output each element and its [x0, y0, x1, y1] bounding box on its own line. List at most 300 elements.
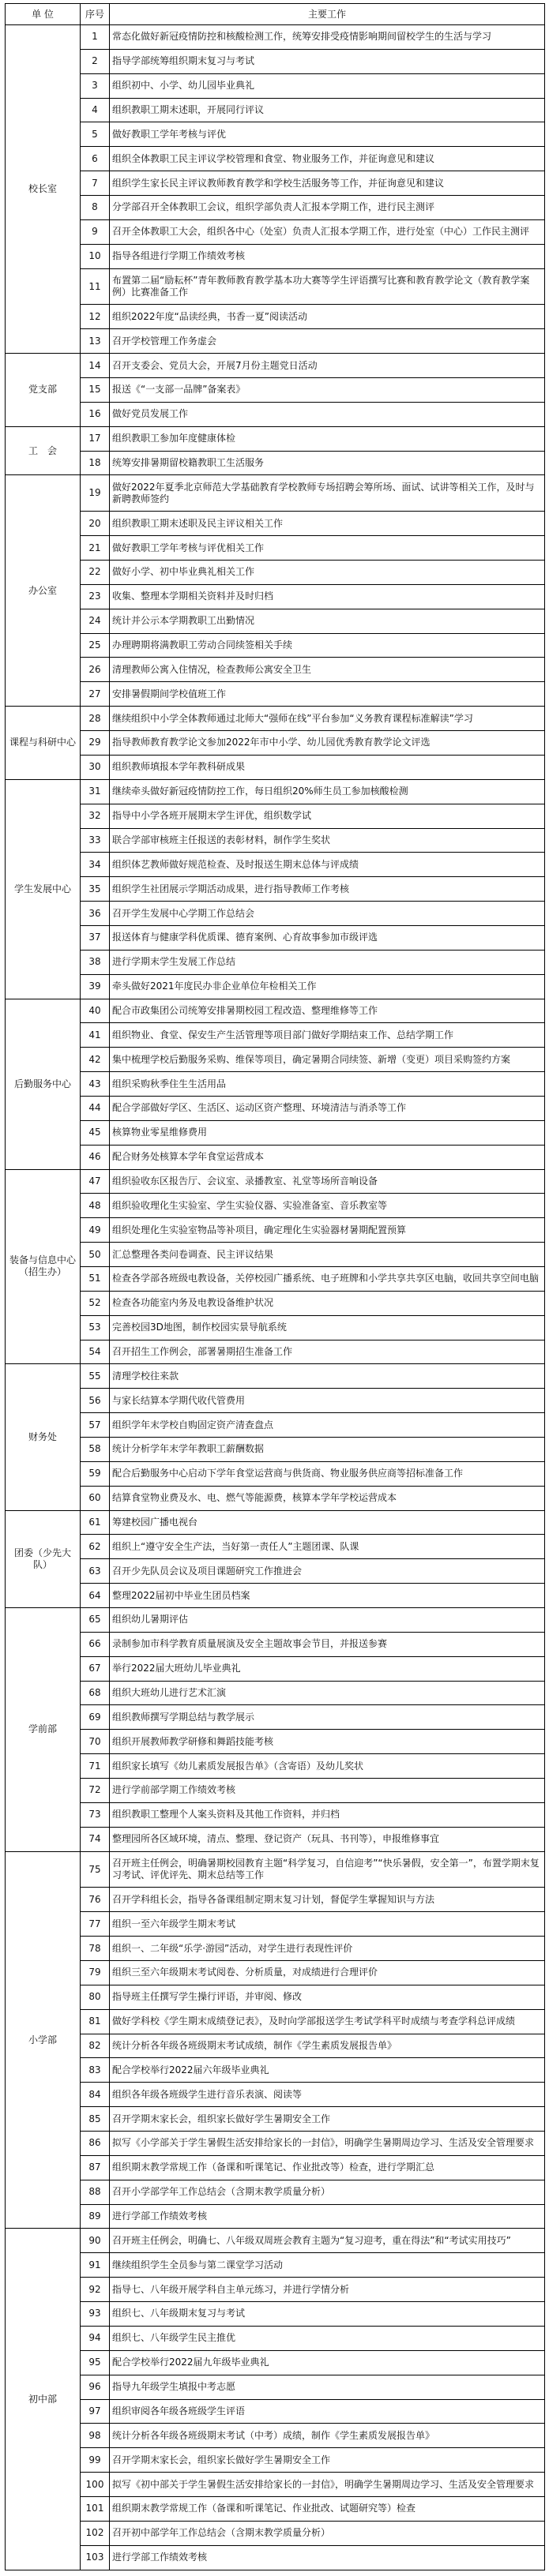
- task-text: 组织2022年度“品读经典，书香一夏”阅读活动: [110, 305, 545, 329]
- task-text: 组织幼儿暑期评估: [110, 1608, 545, 1633]
- row-number: 61: [81, 1510, 110, 1535]
- task-text: 组织教职工期末述职及民主评议相关工作: [110, 512, 545, 536]
- table-row: [6, 354, 545, 378]
- row-number: 22: [81, 561, 110, 585]
- dept-cell: 小学部: [6, 1851, 81, 2229]
- task-text: 完善校园3D地图，制作校园实景导航系统: [110, 1315, 545, 1340]
- row-number: 29: [81, 731, 110, 756]
- table-row: [6, 828, 545, 853]
- row-number: 49: [81, 1218, 110, 1243]
- table-row: [6, 2058, 545, 2083]
- table-row: [6, 999, 545, 1023]
- table-header-row: [6, 4, 545, 25]
- task-text: 进行学部工作绩效考核: [110, 2204, 545, 2229]
- task-text: 布置第二届“励耘杯”青年教师教育教学基本功大赛等学生评语撰写比赛和教育教学论文（教育教学案例）比赛准备工作: [110, 268, 545, 305]
- row-number: 51: [81, 1266, 110, 1291]
- table-row: [6, 1169, 545, 1194]
- table-row: [6, 1048, 545, 1072]
- dept-cell: 装备与信息中心（招生办）: [6, 1169, 81, 1364]
- row-number: 70: [81, 1730, 110, 1754]
- row-number: 87: [81, 2155, 110, 2180]
- table-row: [6, 1243, 545, 1267]
- table-row: [6, 451, 545, 475]
- table-row: [6, 2448, 545, 2473]
- table-row: [6, 2399, 545, 2424]
- task-text: 组织教职工整理个人案头资料及其他工作资料，并归档: [110, 1802, 545, 1827]
- row-number: 45: [81, 1120, 110, 1145]
- row-number: 98: [81, 2424, 110, 2448]
- table-row: [6, 2521, 545, 2545]
- table-row: [6, 2278, 545, 2302]
- task-text: 拟写《初中部关于学生暑假生活安排给家长的一封信》，明确学生暑期周边学习、生活及安全管理要求: [110, 2473, 545, 2497]
- row-number: 28: [81, 707, 110, 731]
- table-row: [6, 219, 545, 244]
- table-row: [6, 950, 545, 974]
- table-row: [6, 2155, 545, 2180]
- table-row: [6, 1802, 545, 1827]
- task-text: 核算物业零星维修费用: [110, 1120, 545, 1145]
- task-text: 指导九年级学生填报中考志愿: [110, 2375, 545, 2399]
- task-text: 做好教职工学年考核与评优: [110, 122, 545, 147]
- table-row: [6, 1437, 545, 1461]
- table-row: [6, 1827, 545, 1851]
- table-row: [6, 877, 545, 902]
- table-row: [6, 1120, 545, 1145]
- table-row: [6, 2009, 545, 2034]
- table-row: [6, 2496, 545, 2521]
- task-text: 组织一至六年级学生期末考试: [110, 1912, 545, 1937]
- row-number: 35: [81, 877, 110, 902]
- table-row: [6, 1266, 545, 1291]
- task-text: 集中梳理学校后勤服务采购、维保等项目，确定暑期合同续签、新增（变更）项目采购签约方案: [110, 1048, 545, 1072]
- task-text: 召开学科组长会，指导各备课组制定期末复习计划，督促学生掌握知识与方法: [110, 1888, 545, 1912]
- task-text: 做好党员发展工作: [110, 402, 545, 426]
- table-row: [6, 1535, 545, 1559]
- row-number: 48: [81, 1194, 110, 1218]
- row-number: 15: [81, 378, 110, 403]
- row-number: 83: [81, 2058, 110, 2083]
- task-text: 做好2022年夏季北京师范大学基础教育学校教师专场招聘会筹所场、面试、试讲等相关工作，及时与新聘教师签约: [110, 475, 545, 512]
- dept-cell: 学生发展中心: [6, 779, 81, 999]
- row-number: 38: [81, 950, 110, 974]
- task-text: 进行学期末学生发展工作总结: [110, 950, 545, 974]
- table-row: [6, 609, 545, 633]
- task-text: 指导学部统筹组织期末复习与考试: [110, 49, 545, 73]
- task-text: 清理教师公寓入住情况，检查教师公寓安全卫生: [110, 658, 545, 682]
- row-number: 66: [81, 1632, 110, 1656]
- task-text: 办理聘期将满教职工劳动合同续签相关手续: [110, 633, 545, 658]
- task-text: 召开全体教职工大会，组织各中心（处室）负责人汇报本学期工作，进行处室（中心）工作民主测评: [110, 219, 545, 244]
- row-number: 55: [81, 1364, 110, 1389]
- task-text: 继续牵头做好新冠疫情防控工作，每日组织20%师生员工参加核酸检测: [110, 779, 545, 804]
- row-number: 31: [81, 779, 110, 804]
- table-row: [6, 122, 545, 147]
- task-text: 召开学期末家长会，组织家长做好学生暑期安全工作: [110, 2448, 545, 2473]
- task-text: 组织采购秋季住生生活用品: [110, 1072, 545, 1097]
- row-number: 72: [81, 1779, 110, 1803]
- table-row: [6, 98, 545, 122]
- row-number: 42: [81, 1048, 110, 1072]
- task-text: 指导各组进行学期工作绩效考核: [110, 244, 545, 268]
- table-row: [6, 1389, 545, 1413]
- table-row: [6, 1937, 545, 1961]
- task-text: 组织学生家长民主评议教师教育教学和学校生活服务等工作，并征询意见和建议: [110, 171, 545, 196]
- row-number: 92: [81, 2278, 110, 2302]
- row-number: 54: [81, 1340, 110, 1364]
- table-row: [6, 244, 545, 268]
- task-text: 组织审阅各年级各班级学生评语: [110, 2399, 545, 2424]
- task-text: 与家长结算本学期代收代管费用: [110, 1389, 545, 1413]
- table-row: [6, 755, 545, 779]
- task-text: 组织学生社团展示学期活动成果，进行指导教师工作考核: [110, 877, 545, 902]
- row-number: 27: [81, 682, 110, 707]
- row-number: 93: [81, 2302, 110, 2327]
- table-row: [6, 2473, 545, 2497]
- table-row: [6, 1340, 545, 1364]
- row-number: 20: [81, 512, 110, 536]
- table-row: [6, 1461, 545, 1486]
- table-row: [6, 1985, 545, 2009]
- row-number: 96: [81, 2375, 110, 2399]
- row-number: 46: [81, 1145, 110, 1169]
- row-number: 44: [81, 1096, 110, 1120]
- task-text: 汇总整理各类问卷调查、民主评议结果: [110, 1243, 545, 1267]
- row-number: 11: [81, 268, 110, 305]
- task-text: 组织全体教职工民主评议学校管理和食堂、物业服务工作，并征询意见和建议: [110, 147, 545, 171]
- table-row: [6, 584, 545, 609]
- table-row: [6, 329, 545, 354]
- task-text: 组织大班幼儿进行艺术汇演: [110, 1681, 545, 1705]
- task-text: 录制参加市科学教育质量展演及安全主题故事会节目，并报送参赛: [110, 1632, 545, 1656]
- row-number: 76: [81, 1888, 110, 1912]
- task-text: 统计并公示本学期教职工出勤情况: [110, 609, 545, 633]
- table-row: [6, 25, 545, 50]
- dept-cell: 后勤服务中心: [6, 999, 81, 1169]
- table-row: [6, 2083, 545, 2107]
- table-row: [6, 1145, 545, 1169]
- table-row: [6, 974, 545, 999]
- table-row: [6, 658, 545, 682]
- table-row: [6, 2424, 545, 2448]
- table-row: [6, 512, 545, 536]
- table-row: [6, 1705, 545, 1730]
- task-text: 指导教师教育教学论文参加2022年市中小学、幼儿园优秀教育教学论文评选: [110, 731, 545, 756]
- table-row: [6, 1364, 545, 1389]
- table-row: [6, 1559, 545, 1584]
- row-number: 4: [81, 98, 110, 122]
- table-row: [6, 1888, 545, 1912]
- table-row: [6, 1413, 545, 1438]
- row-number: 95: [81, 2350, 110, 2375]
- task-text: 做好教职工学年考核与评优相关工作: [110, 536, 545, 561]
- task-text: 组织开展教师教学研修和舞蹈技能考核: [110, 1730, 545, 1754]
- table-row: [6, 1510, 545, 1535]
- task-text: 召开初中部学年工作总结会（含期末教学质量分析）: [110, 2521, 545, 2545]
- table-row: [6, 1291, 545, 1315]
- task-text: 组织教职工参加年度健康体检: [110, 426, 545, 451]
- table-row: [6, 1632, 545, 1656]
- header-task: 主要工作: [110, 4, 545, 25]
- task-text: 组织七、八年级学生民主推优: [110, 2326, 545, 2350]
- row-number: 26: [81, 658, 110, 682]
- row-number: 88: [81, 2180, 110, 2204]
- task-text: 联合学部审核班主任报送的表彰材料，制作学生奖状: [110, 828, 545, 853]
- task-text: 组织期末教学常规工作（备课和听课笔记、作业批改等）检查，进行学期汇总: [110, 2155, 545, 2180]
- table-row: [6, 731, 545, 756]
- task-text: 组织体艺教师做好规范检查、及时报送生期末总体与评成绩: [110, 853, 545, 877]
- header-num: 序号: [81, 4, 110, 25]
- table-row: [6, 475, 545, 512]
- table-row: [6, 682, 545, 707]
- table-row: [6, 1023, 545, 1048]
- task-text: 召开学校管理工作务虚会: [110, 329, 545, 354]
- table-row: [6, 1779, 545, 1803]
- task-text: 组织教职工期末述职，开展同行评议: [110, 98, 545, 122]
- task-text: 指导七、八年级开展学科自主单元练习，并进行学情分析: [110, 2278, 545, 2302]
- row-number: 25: [81, 633, 110, 658]
- table-row: [6, 1315, 545, 1340]
- table-row: [6, 1730, 545, 1754]
- row-number: 24: [81, 609, 110, 633]
- task-text: 安排暑假期间学校值班工作: [110, 682, 545, 707]
- table-row: [6, 378, 545, 403]
- row-number: 12: [81, 305, 110, 329]
- task-text: 进行学部工作绩效考核: [110, 2545, 545, 2570]
- table-row: [6, 196, 545, 220]
- dept-cell: 办公室: [6, 475, 81, 707]
- row-number: 58: [81, 1437, 110, 1461]
- task-text: 统计分析各年级各班级期末考试（中考）成绩，制作《学生素质发展报告单》: [110, 2424, 545, 2448]
- table-row: [6, 2350, 545, 2375]
- row-number: 57: [81, 1413, 110, 1438]
- row-number: 18: [81, 451, 110, 475]
- row-number: 9: [81, 219, 110, 244]
- table-row: [6, 536, 545, 561]
- task-text: 组织七、八年级期末复习与考试: [110, 2302, 545, 2327]
- task-text: 配合学校举行2022届九年级毕业典礼: [110, 2350, 545, 2375]
- table-body: [6, 25, 545, 2570]
- table-row: [6, 2326, 545, 2350]
- table-row: [6, 1072, 545, 1097]
- row-number: 68: [81, 1681, 110, 1705]
- dept-cell: 课程与科研中心: [6, 707, 81, 780]
- dept-cell: 团委（少先大队）: [6, 1510, 81, 1607]
- row-number: 14: [81, 354, 110, 378]
- task-text: 拟写《小学部关于学生暑假生活安排给家长的一封信》，明确学生暑期周边学习、生活及安全管理要求: [110, 2132, 545, 2156]
- task-text: 召开支委会、党员大会，开展7月份主题党日活动: [110, 354, 545, 378]
- row-number: 30: [81, 755, 110, 779]
- row-number: 100: [81, 2473, 110, 2497]
- row-number: 7: [81, 171, 110, 196]
- table-row: [6, 73, 545, 98]
- row-number: 94: [81, 2326, 110, 2350]
- header-dept: 单 位: [6, 4, 81, 25]
- task-text: 配合市政集团公司统筹安排暑期校园工程改造、整理维修等工作: [110, 999, 545, 1023]
- table-row: [6, 2302, 545, 2327]
- row-number: 89: [81, 2204, 110, 2229]
- task-text: 召开班主任例会，明确七、八年级双周班会教育主题为“复习迎考，重在得法”和“考试实用技巧”: [110, 2229, 545, 2253]
- row-number: 41: [81, 1023, 110, 1048]
- table-row: [6, 853, 545, 877]
- task-text: 进行学前部学期工作绩效考核: [110, 1779, 545, 1803]
- table-row: [6, 1961, 545, 1985]
- task-text: 配合学部做好学区、生活区、运动区资产整理、环境清洁与消杀等工作: [110, 1096, 545, 1120]
- row-number: 8: [81, 196, 110, 220]
- row-number: 63: [81, 1559, 110, 1584]
- task-text: 召开招生工作例会，部署暑期招生准备工作: [110, 1340, 545, 1364]
- row-number: 101: [81, 2496, 110, 2521]
- table-row: [6, 779, 545, 804]
- table-row: [6, 2034, 545, 2058]
- row-number: 3: [81, 73, 110, 98]
- row-number: 13: [81, 329, 110, 354]
- table-row: [6, 2375, 545, 2399]
- row-number: 43: [81, 1072, 110, 1097]
- task-text: 配合后勤服务中心启动下学年食堂运营商与供货商、物业服务供应商等招标准备工作: [110, 1461, 545, 1486]
- row-number: 65: [81, 1608, 110, 1633]
- table-row: [6, 561, 545, 585]
- row-number: 17: [81, 426, 110, 451]
- task-text: 做好小学、初中毕业典礼相关工作: [110, 561, 545, 585]
- row-number: 2: [81, 49, 110, 73]
- table-row: [6, 1218, 545, 1243]
- table-row: [6, 2229, 545, 2253]
- table-row: [6, 1608, 545, 1633]
- table-row: [6, 1486, 545, 1510]
- row-number: 74: [81, 1827, 110, 1851]
- row-number: 60: [81, 1486, 110, 1510]
- task-text: 召开小学部学年工作总结会（含期末教学质量分析）: [110, 2180, 545, 2204]
- task-text: 配合学校举行2022届六年级毕业典礼: [110, 2058, 545, 2083]
- task-text: 报送体育与健康学科优质课、德育案例、心育故事参加市级评选: [110, 925, 545, 950]
- row-number: 82: [81, 2034, 110, 2058]
- task-text: 举行2022届大班幼儿毕业典礼: [110, 1656, 545, 1681]
- task-text: 分学部召开全体教职工会议，组织学部负责人汇报本学期工作，进行民主测评: [110, 196, 545, 220]
- table-row: [6, 2253, 545, 2278]
- task-text: 组织学年末学校自购固定资产清查盘点: [110, 1413, 545, 1438]
- row-number: 16: [81, 402, 110, 426]
- row-number: 90: [81, 2229, 110, 2253]
- task-text: 组织验收东区报告厅、会议室、录播教室、礼堂等场所音响设备: [110, 1169, 545, 1194]
- row-number: 21: [81, 536, 110, 561]
- table-row: [6, 902, 545, 926]
- dept-cell: 初中部: [6, 2229, 81, 2570]
- row-number: 52: [81, 1291, 110, 1315]
- row-number: 97: [81, 2399, 110, 2424]
- table-row: [6, 426, 545, 451]
- row-number: 33: [81, 828, 110, 853]
- row-number: 53: [81, 1315, 110, 1340]
- task-text: 结算食堂物业费及水、电、燃气等能源费，核算本学年学校运营成本: [110, 1486, 545, 1510]
- row-number: 78: [81, 1937, 110, 1961]
- row-number: 73: [81, 1802, 110, 1827]
- row-number: 56: [81, 1389, 110, 1413]
- row-number: 19: [81, 475, 110, 512]
- task-text: 统计分析学年末学年教职工薪酬数据: [110, 1437, 545, 1461]
- row-number: 103: [81, 2545, 110, 2570]
- row-number: 64: [81, 1584, 110, 1608]
- row-number: 34: [81, 853, 110, 877]
- task-text: 统筹安排暑期留校籍教职工生活服务: [110, 451, 545, 475]
- task-text: 召开班主任例会，明确暑期校园教育主题“科学复习，自信迎考”“快乐暑假，安全第一”，布置学期末复习考试、评优评先、期末总结等工作: [110, 1851, 545, 1888]
- row-number: 32: [81, 804, 110, 828]
- table-row: [6, 2204, 545, 2229]
- row-number: 67: [81, 1656, 110, 1681]
- task-text: 组织处理化生实验室物品等补项目，确定理化生实验器材暑期配置预算: [110, 1218, 545, 1243]
- task-text: 检查各学部各班级电教设备，关停校园广播系统、电子班牌和小学共享共享区电脑，收回共享空间电脑: [110, 1266, 545, 1291]
- row-number: 80: [81, 1985, 110, 2009]
- row-number: 37: [81, 925, 110, 950]
- row-number: 6: [81, 147, 110, 171]
- task-text: 组织期末教学常规工作（备课和听课笔记、作业批改、试题研究等）检查: [110, 2496, 545, 2521]
- task-text: 召开少先队员会议及项目课题研究工作推进会: [110, 1559, 545, 1584]
- row-number: 39: [81, 974, 110, 999]
- task-text: 组织教师撰写学期总结与教学展示: [110, 1705, 545, 1730]
- task-text: 组织教师填报本学年教科研成果: [110, 755, 545, 779]
- row-number: 36: [81, 902, 110, 926]
- row-number: 91: [81, 2253, 110, 2278]
- task-text: 统计分析各年级各班级期末考试成绩，制作《学生素质发展报告单》: [110, 2034, 545, 2058]
- row-number: 69: [81, 1705, 110, 1730]
- task-text: 组织上“遵守安全生产法，当好第一责任人”主题团课、队课: [110, 1535, 545, 1559]
- table-row: [6, 1194, 545, 1218]
- table-row: [6, 707, 545, 731]
- table-row: [6, 268, 545, 305]
- task-text: 检查各功能室内务及电教设备维护状况: [110, 1291, 545, 1315]
- task-text: 收集、整理本学期相关资料并及时归档: [110, 584, 545, 609]
- task-text: 整理园所各区域环境，清点、整理、登记资产（玩具、书刊等），申报维修事宜: [110, 1827, 545, 1851]
- table-row: [6, 1096, 545, 1120]
- row-number: 77: [81, 1912, 110, 1937]
- table-row: [6, 1851, 545, 1888]
- table-row: [6, 2132, 545, 2156]
- task-text: 组织验收理化生实验室、学生实验仪器、实验准备室、音乐教室等: [110, 1194, 545, 1218]
- task-text: 指导中小学各班开展期末学生评优，组织数学试: [110, 804, 545, 828]
- table-row: [6, 1754, 545, 1779]
- task-text: 做好学科校《学生期末成绩登记表》，及时向学部报送学生考试学科平时成绩与考查学科总评成绩: [110, 2009, 545, 2034]
- row-number: 23: [81, 584, 110, 609]
- table-row: [6, 49, 545, 73]
- task-text: 指导班主任撰写学生操行评语，并审阅、修改: [110, 1985, 545, 2009]
- table-row: [6, 925, 545, 950]
- task-text: 继续组织中小学全体教师通过北师大“强师在线”平台参加“义务教育课程标准解读”学习: [110, 707, 545, 731]
- task-text: 报送《“一支部一品牌”备案表》: [110, 378, 545, 403]
- dept-cell: 工 会: [6, 426, 81, 475]
- row-number: 40: [81, 999, 110, 1023]
- work-plan-table: [5, 3, 545, 2570]
- table-row: [6, 2180, 545, 2204]
- row-number: 59: [81, 1461, 110, 1486]
- table-row: [6, 2107, 545, 2132]
- dept-cell: 党支部: [6, 354, 81, 427]
- row-number: 85: [81, 2107, 110, 2132]
- task-text: 召开学生发展中心学期工作总结会: [110, 902, 545, 926]
- row-number: 1: [81, 25, 110, 50]
- task-text: 组织各年级各班级学生进行音乐表演、阅读等: [110, 2083, 545, 2107]
- row-number: 5: [81, 122, 110, 147]
- task-text: 常态化做好新冠疫情防控和核酸检测工作，统筹安排受疫情影响期间留校学生的生活与学习: [110, 25, 545, 50]
- task-text: 组织三至六年级期末考试阅卷、分析质量，对成绩进行合理评价: [110, 1961, 545, 1985]
- task-text: 整理2022届初中毕业生团员档案: [110, 1584, 545, 1608]
- row-number: 75: [81, 1851, 110, 1888]
- task-text: 清理学校往来款: [110, 1364, 545, 1389]
- row-number: 62: [81, 1535, 110, 1559]
- task-text: 筹建校园广播电视台: [110, 1510, 545, 1535]
- row-number: 86: [81, 2132, 110, 2156]
- task-text: 组织家长填写《幼儿素质发展报告单》（含寄语）及幼儿奖状: [110, 1754, 545, 1779]
- task-text: 继续组织学生全员参与第二课堂学习活动: [110, 2253, 545, 2278]
- task-text: 牵头做好2021年度民办非企业单位年检相关工作: [110, 974, 545, 999]
